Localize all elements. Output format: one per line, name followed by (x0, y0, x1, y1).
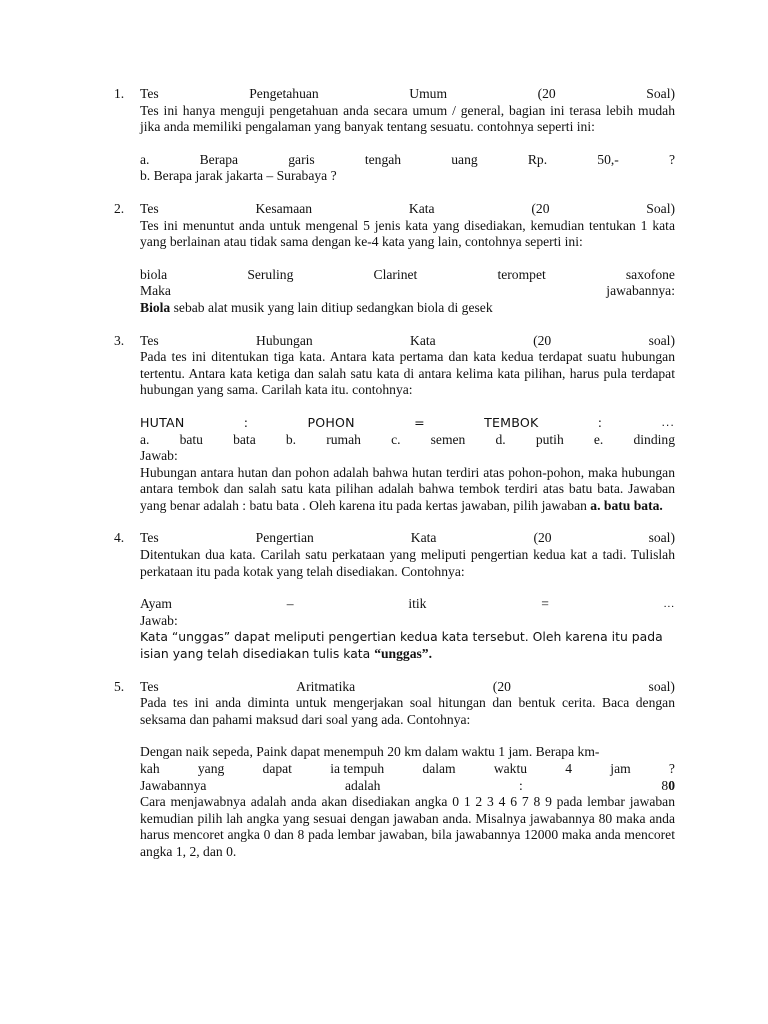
section-description: Tes ini menuntut anda untuk mengenal 5 jenis kata yang disediakan, kemudian tentukan 1 kata yang berlainan atau tidak sama dengan ke-4 kata yang lain, contohnya seperti ini: (140, 217, 675, 250)
maka-line: Maka jawabannya: (140, 283, 675, 299)
section-heading: Tes Aritmatika (20 soal) (140, 678, 675, 694)
section-heading: Tes Pengetahuan Umum (20 Soal) (140, 86, 675, 101)
answer-options: a. batu bata b. rumah c. semen d. putih e. dinding (140, 431, 675, 447)
section-heading: Tes Pengertian Kata (20 soal) (140, 530, 675, 546)
section-description: Tes ini hanya menguji pengetahuan anda secara umum / general, bagian ini terasa lebih mudah jika anda memiliki pengalaman yang banyak tentang sesuatu. contohnya seperti ini: (140, 102, 675, 135)
section-number: 1. (114, 86, 125, 101)
question-line: Ayam – itik = ... (140, 596, 675, 612)
example-line-2: kah yang dapat ia tempuh dalam waktu 4 jam ? (140, 761, 675, 776)
example-line-1: Dengan naik sepeda, Paink dapat menempuh 20 km dalam waktu 1 jam. Berapa km- (140, 744, 600, 760)
section-3 (114, 333, 675, 515)
word-list: biola Seruling Clarinet terompet saxofone (140, 266, 675, 282)
section-description: Pada tes ini anda diminta untuk mengerjakan soal hitungan dan bentuk cerita. Baca dengan seksama dan pahami maksud dari soal yang ada. Contohnya: (140, 695, 675, 727)
answer-line: Biola sebab alat musik yang lain ditiup sedangkan biola di gesek (140, 299, 493, 315)
section-4 (114, 530, 675, 662)
section-5 (114, 679, 675, 861)
jawab-label: Jawab: (140, 612, 178, 628)
section-1 (114, 86, 675, 185)
question-line: HUTAN : POHON = TEMBOK : ... (140, 414, 675, 430)
section-heading: Tes Hubungan Kata (20 soal) (140, 332, 675, 348)
jawab-label: Jawab: (140, 448, 178, 464)
explanation: Cara menjawabnya adalah anda akan disediakan angka 0 1 2 3 4 6 7 8 9 pada lembar jawaban kemudian pilih lah angka yang sesuai dengan jawaban anda. Misalnya jawabannya 80 maka anda harus mencoret angka 0 dan 8 pada lembar jawaban, bila jawabannya 12000 maka anda mencoret angka 1, 2, dan 0. (140, 794, 675, 859)
section-heading: Tes Kesamaan Kata (20 Soal) (140, 200, 675, 216)
document (114, 86, 675, 877)
example-a: a. Berapa garis tengah uang Rp. 50,- ? (140, 151, 675, 167)
answer-line: Jawabannya adalah : 80 (140, 777, 675, 793)
explanation: Hubungan antara hutan dan pohon adalah bahwa hutan terdiri atas pohon-pohon, maka hubungan antara tembok dan salah satu kata pilihan adalah bahwa tembok terdiri atas batu bata. Jawaban yang benar adalah : batu bata . Oleh karena itu pada kertas jawaban, pilih jawaban a. batu bata. (140, 464, 675, 513)
section-number: 5. (114, 678, 125, 694)
section-number: 2. (114, 200, 125, 216)
section-description: Pada tes ini ditentukan tiga kata. Antara kata pertama dan kata kedua terdapat suatu hubungan tertentu. Antara kata ketiga dan salah satu kata di antara kelima kata pilihan, harus pula terdapat hubungan yang sama. Carilah kata itu. contohnya: (140, 349, 675, 398)
section-description: Ditentukan dua kata. Carilah satu perkataan yang meliputi pengertian kedua kat a tadi. Tulislah perkataan itu pada kotak yang telah disediakan. Contohnya: (140, 547, 675, 579)
section-number: 4. (114, 530, 125, 546)
section-2 (114, 201, 675, 317)
answer-value: 80 (661, 777, 675, 793)
example-b: b. Berapa jarak jakarta – Surabaya ? (140, 168, 337, 184)
section-number: 3. (114, 332, 125, 348)
explanation: Kata “unggas” dapat meliputi pengertian kedua kata tersebut. Oleh karena itu pada isian yang telah disediakan tulis kata “unggas”. (140, 629, 663, 662)
